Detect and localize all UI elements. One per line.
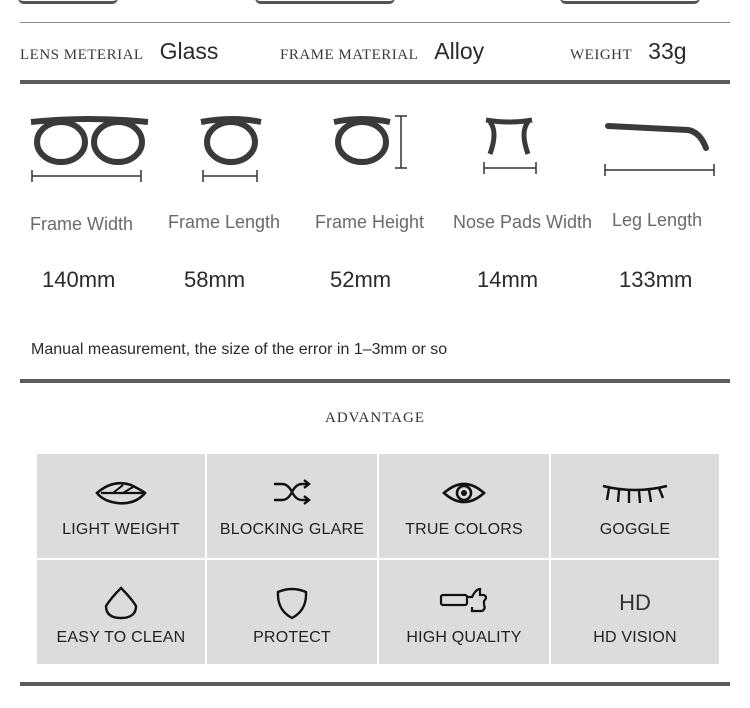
advantage-tile-goggle bbox=[551, 454, 719, 558]
top-cropped-strip bbox=[0, 0, 750, 22]
leaf-icon bbox=[37, 476, 205, 510]
dimension-value: 14mm bbox=[477, 267, 539, 292]
weight-value: 33g bbox=[648, 38, 687, 64]
frame-material-spec bbox=[280, 38, 484, 65]
dimension-leg-length bbox=[602, 110, 717, 295]
dimension-value: 140mm bbox=[42, 267, 116, 292]
leg-length-icon bbox=[602, 110, 717, 190]
dimension-nose-pads-width bbox=[453, 110, 593, 295]
advantage-tile-protect bbox=[207, 560, 377, 664]
lens-material-spec bbox=[20, 38, 218, 65]
dimension-label: Frame Width bbox=[30, 214, 134, 234]
advantage-title: ADVANTAGE bbox=[324, 410, 426, 426]
measurement-note: Manual measurement, the size of the error in 1–3mm or so bbox=[31, 341, 448, 358]
advantage-tile-blocking-glare bbox=[207, 454, 377, 558]
divider bbox=[20, 22, 730, 23]
dimension-frame-width bbox=[27, 110, 152, 295]
advantage-tile-light-weight bbox=[37, 454, 205, 558]
advantage-tile-hd-vision bbox=[551, 560, 719, 664]
hand-icon bbox=[379, 584, 549, 618]
lens-material-label: LENS METERIAL bbox=[20, 47, 144, 63]
frame-width-icon bbox=[27, 110, 152, 190]
dimension-label: Leg Length bbox=[612, 210, 703, 230]
frame-material-label: FRAME MATERIAL bbox=[280, 47, 419, 63]
advantage-label: TRUE COLORS bbox=[405, 521, 523, 538]
nose-pads-icon bbox=[480, 110, 540, 190]
advantage-label: EASY TO CLEAN bbox=[56, 629, 186, 646]
dimension-frame-height bbox=[315, 110, 425, 295]
shuffle-icon bbox=[207, 476, 377, 510]
weight-spec bbox=[570, 38, 687, 65]
advantage-label: GOGGLE bbox=[599, 521, 671, 538]
advantage-label: HIGH QUALITY bbox=[406, 629, 522, 646]
dimension-value: 52mm bbox=[330, 267, 392, 292]
advantage-tile-true-colors bbox=[379, 454, 549, 558]
dimension-value: 133mm bbox=[619, 267, 693, 292]
dimension-frame-length bbox=[168, 110, 281, 295]
hd-icon bbox=[551, 586, 719, 620]
cropped-decoration bbox=[18, 0, 118, 4]
dimension-label: Frame Height bbox=[315, 212, 425, 232]
eyelash-icon bbox=[551, 476, 719, 510]
section-divider bbox=[20, 80, 730, 84]
advantage-tile-high-quality bbox=[379, 560, 549, 664]
dimension-value: 58mm bbox=[184, 267, 246, 292]
shield-icon bbox=[207, 586, 377, 620]
drop-icon bbox=[37, 586, 205, 620]
cropped-decoration bbox=[255, 0, 395, 4]
eye-icon bbox=[379, 476, 549, 510]
section-divider bbox=[20, 682, 730, 686]
hd-icon-text: HD bbox=[619, 590, 651, 615]
advantage-label: PROTECT bbox=[253, 629, 331, 646]
lens-material-value: Glass bbox=[159, 38, 219, 64]
cropped-decoration bbox=[560, 0, 700, 4]
advantage-grid bbox=[37, 454, 713, 664]
advantage-label: HD VISION bbox=[593, 629, 677, 646]
frame-height-icon bbox=[330, 110, 410, 190]
advantage-tile-easy-to-clean bbox=[37, 560, 205, 664]
dimension-label: Frame Length bbox=[168, 212, 281, 232]
frame-material-value: Alloy bbox=[434, 38, 485, 64]
frame-length-icon bbox=[195, 110, 270, 190]
weight-label: WEIGHT bbox=[570, 47, 633, 63]
section-divider bbox=[20, 379, 730, 383]
dimension-label: Nose Pads Width bbox=[453, 212, 593, 232]
advantage-label: LIGHT WEIGHT bbox=[62, 521, 180, 538]
advantage-label: BLOCKING GLARE bbox=[219, 521, 365, 538]
